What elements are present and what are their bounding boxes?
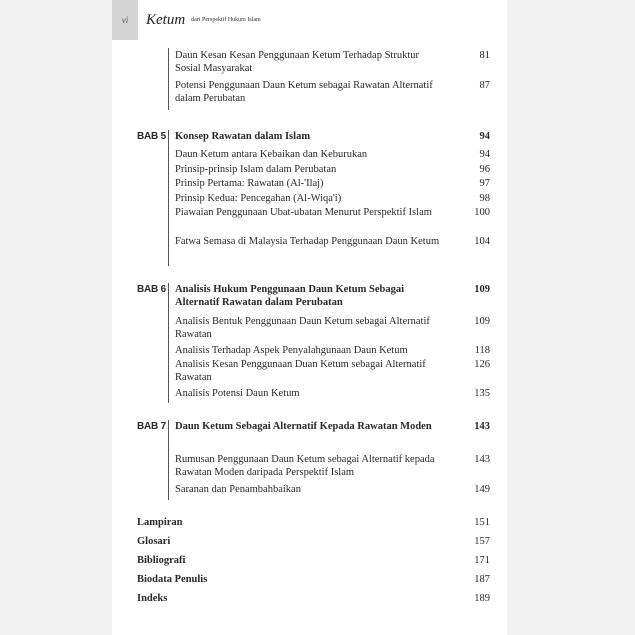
backmatter-page: 187	[474, 574, 490, 585]
chapter-label: BAB 6	[137, 284, 167, 295]
chapter-title: Konsep Rawatan dalam Islam	[175, 131, 311, 142]
toc-entry-text: Analisis Terhadap Aspek Penyalahgunaan Daun Ketum	[175, 345, 408, 356]
backmatter-glosari: Glosari	[137, 536, 171, 547]
toc-entry-page: 94	[479, 149, 490, 160]
chapter-title: Daun Ketum Sebagai Alternatif Kepada Rawatan Moden	[175, 421, 432, 432]
backmatter-page: 189	[474, 593, 490, 604]
backmatter-page: 157	[474, 536, 490, 547]
toc-entry-text: Potensi Penggunaan Daun Ketum sebagai Rawatan Alternatif dalam Perubatan	[175, 80, 433, 104]
toc-entry-page: 104	[474, 236, 490, 247]
backmatter-page: 171	[474, 555, 490, 566]
chapter-title: Analisis Hukum Penggunaan Daun Ketum Sebagai Alternatif Rawatan dalam Perubatan	[175, 284, 405, 308]
chapter-label: BAB 5	[137, 131, 167, 142]
chapter-rule	[168, 283, 169, 403]
toc-entry-text: Fatwa Semasa di Malaysia Terhadap Penggunaan Daun Ketum	[175, 236, 440, 247]
backmatter-indeks: Indeks	[137, 593, 168, 604]
toc-entry-text: Daun Ketum antara Kebaikan dan Keburukan	[175, 149, 368, 160]
book-brand: Ketum	[146, 11, 186, 28]
toc-entry-page: 96	[479, 164, 490, 175]
backmatter-biodata: Biodata Penulis	[137, 574, 208, 585]
chapter-label: BAB 7	[137, 421, 167, 432]
toc-entry-text: Analisis Bentuk Penggunaan Daun Ketum sebagai Alternatif Rawatan	[175, 316, 430, 340]
book-subtitle: dari Perspektif Hukum Islam	[191, 17, 261, 23]
toc-entry-page: 100	[474, 207, 490, 218]
toc-entry-text: Piawaian Penggunaan Ubat-ubatan Menurut Perspektif Islam	[175, 207, 432, 218]
running-header	[112, 0, 507, 40]
toc-entry-text: Prinsip Pertama: Rawatan (Al-'Ilaj)	[175, 178, 324, 189]
toc-entry-page: 126	[474, 359, 490, 370]
toc-entry-text: Rumusan Penggunaan Daun Ketum sebagai Alternatif kepada Rawatan Moden daripada Perspektif Islam	[175, 454, 435, 478]
toc-entry-page: 135	[474, 388, 490, 399]
toc-entry-text: Daun Kesan Kesan Penggunaan Ketum Terhadap Struktur Sosial Masyarakat	[175, 50, 420, 74]
backmatter-page: 151	[474, 517, 490, 528]
chapter-rule	[168, 48, 169, 110]
chapter-page: 143	[474, 421, 490, 432]
toc-entry-text: Saranan dan Penambahbaikan	[175, 484, 301, 495]
toc-entry-page: 98	[479, 193, 490, 204]
toc-entry-page: 143	[474, 454, 490, 465]
toc-entry-page: 118	[474, 345, 490, 356]
backmatter-lampiran: Lampiran	[137, 517, 183, 528]
chapter-rule	[168, 130, 169, 266]
toc-entry-page: 97	[479, 178, 490, 189]
toc-entry-text: Analisis Potensi Daun Ketum	[175, 388, 300, 399]
toc-entry-page: 87	[479, 80, 490, 91]
toc-entry-page: 109	[474, 316, 490, 327]
toc-entry-text: Prinsip Kedua: Pencegahan (Al-Wiqa'i)	[175, 193, 342, 204]
toc-entry-page: 81	[479, 50, 490, 61]
backmatter-bibliografi: Bibliografi	[137, 555, 186, 566]
chapter-page: 109	[474, 284, 490, 295]
toc-entry-text: Prinsip-prinsip Islam dalam Perubatan	[175, 164, 337, 175]
toc-entry-text: Analisis Kesan Penggunaan Duan Ketum sebagai Alternatif Rawatan	[175, 359, 426, 383]
toc-entry-page: 149	[474, 484, 490, 495]
page-number: vi	[112, 0, 138, 40]
chapter-page: 94	[479, 131, 490, 142]
chapter-rule	[168, 420, 169, 500]
